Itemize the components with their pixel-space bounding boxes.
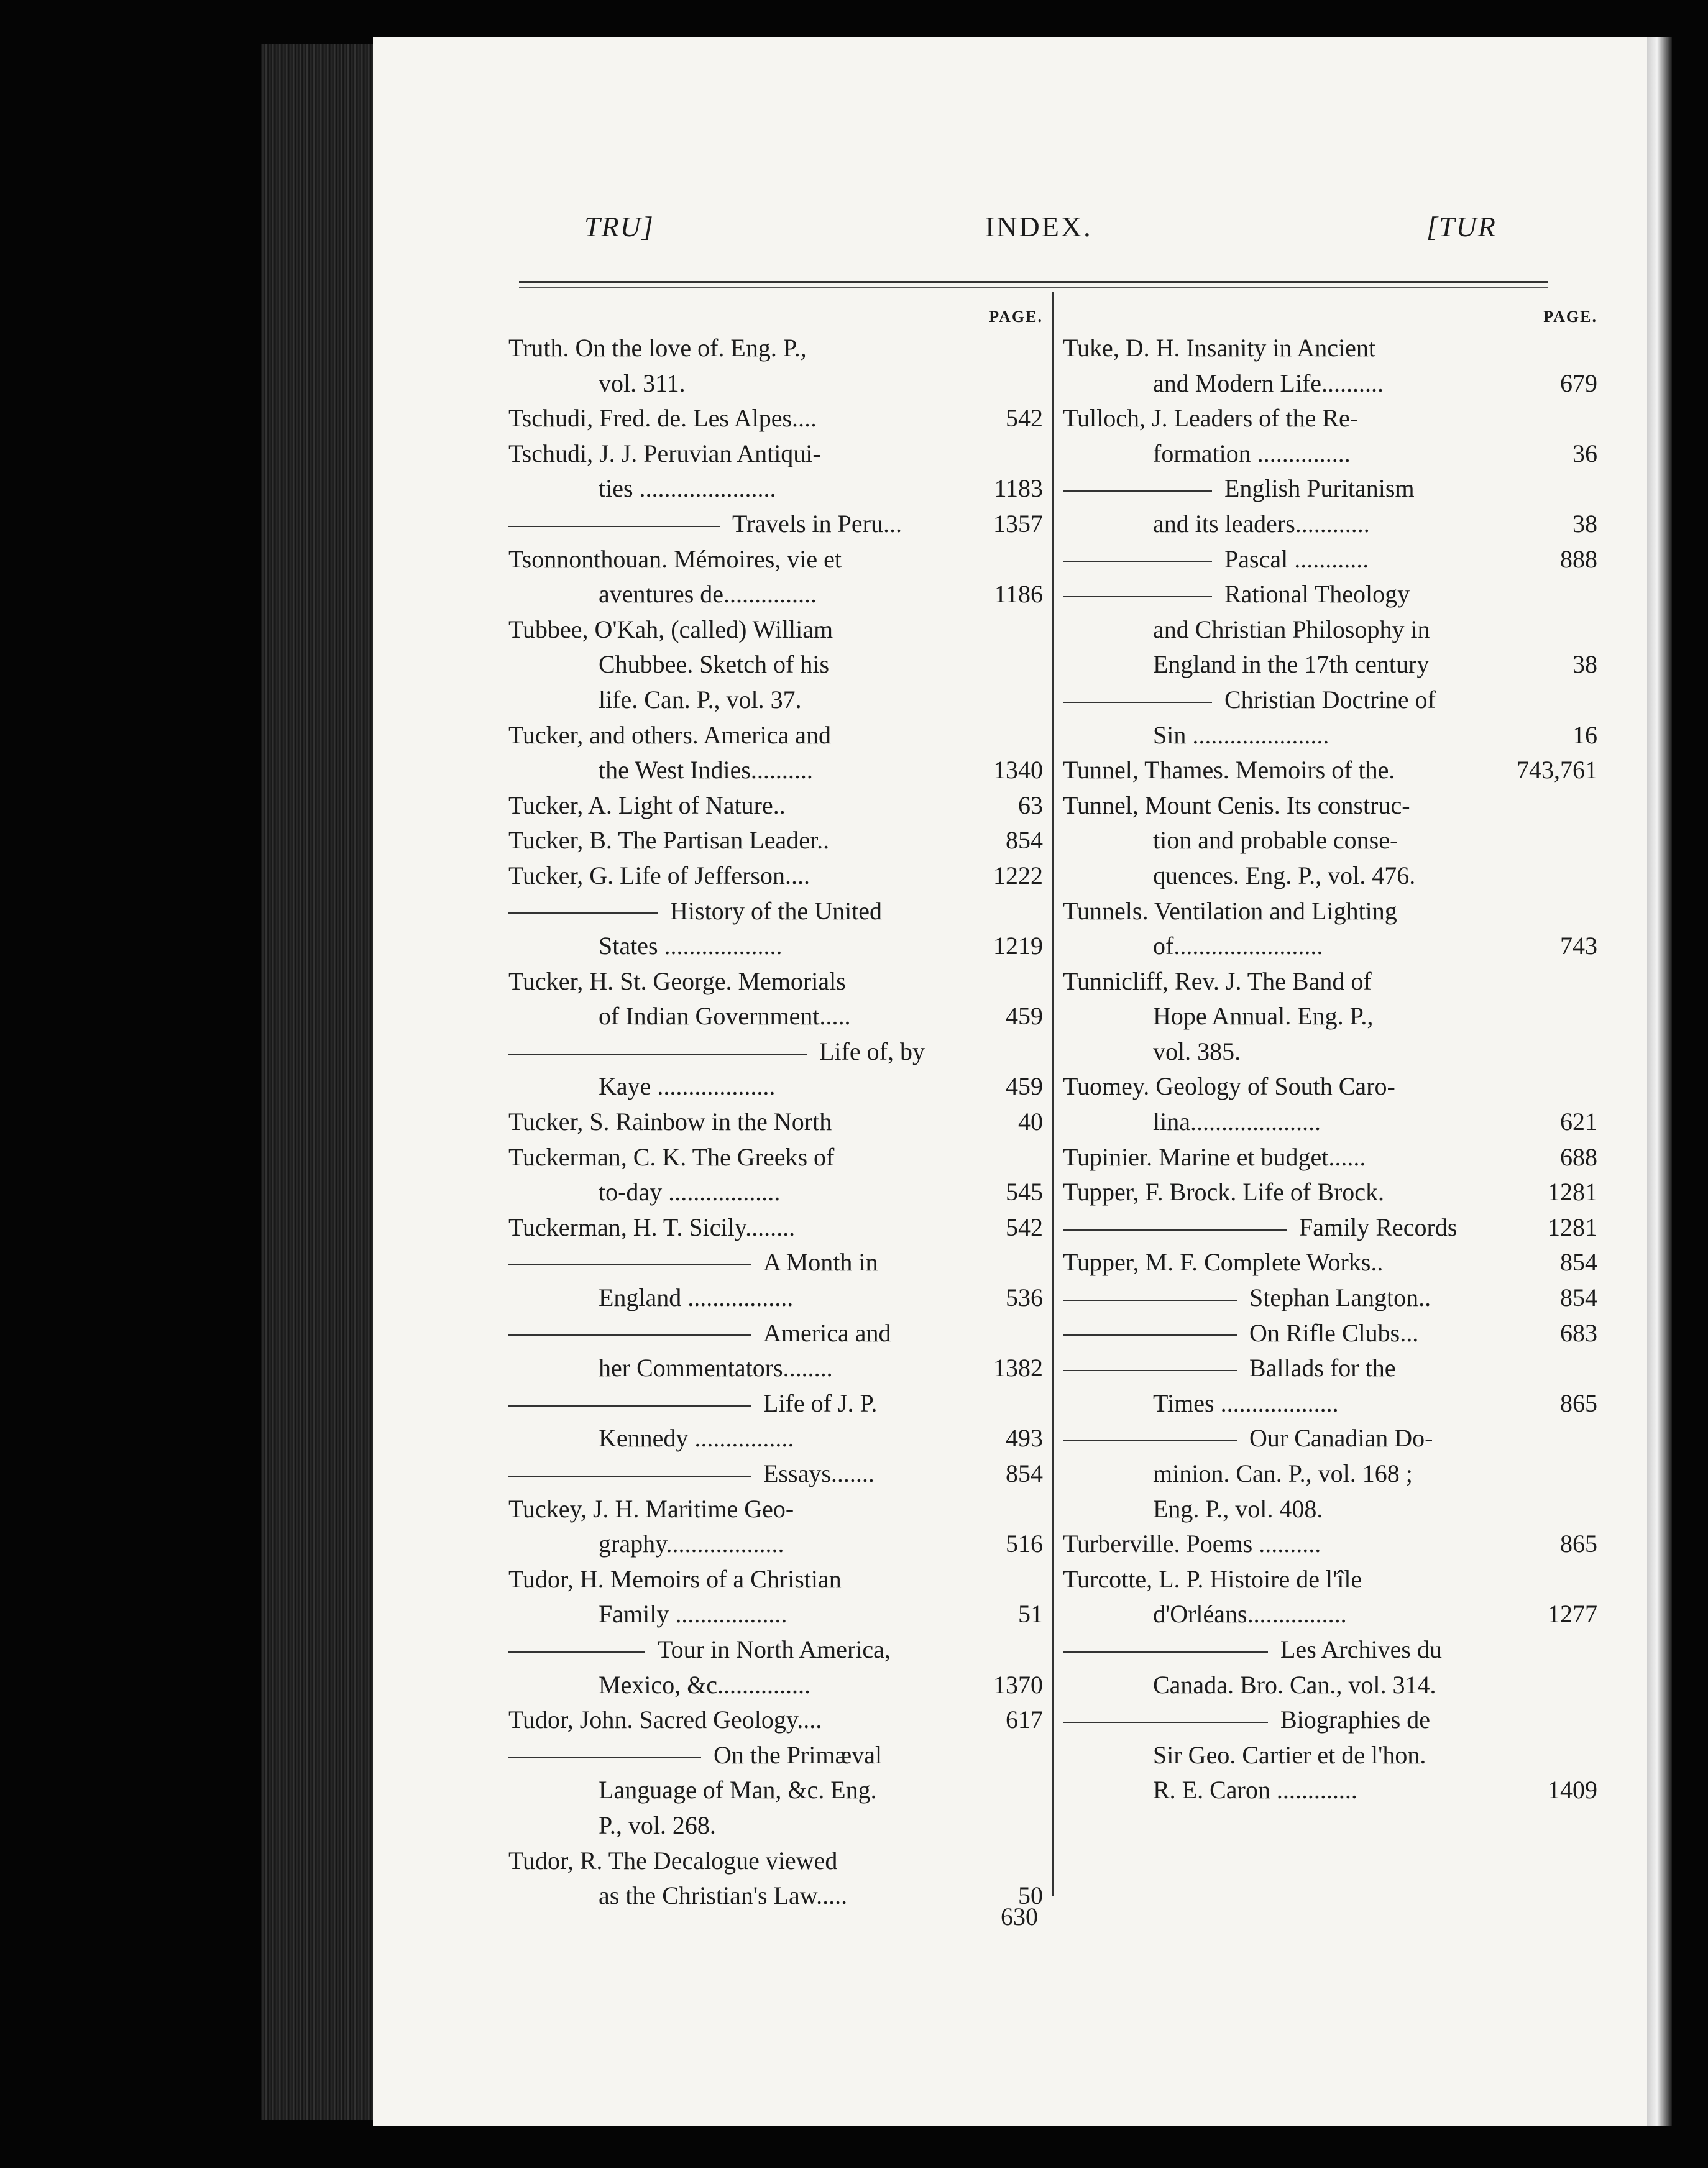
index-entry-line [508,647,1043,682]
entry-text: of........................ [1153,932,1323,960]
entry-text: England ................. [599,1284,794,1312]
entry-page-number: 1357 [993,509,1043,538]
entry-text: her Commentators........ [599,1354,833,1382]
index-entry-line [1063,612,1597,648]
page-edge [1647,37,1672,2126]
entry-page-number: 542 [1006,1213,1043,1241]
index-entry-line [1063,1668,1597,1703]
index-entry-line [1063,1105,1597,1140]
entry-text: and its leaders............ [1153,509,1370,538]
ditto-rule [1063,1370,1237,1371]
entry-text: graphy................... [599,1530,784,1558]
index-entry-line [508,1034,1043,1070]
entry-page-number: 459 [1006,1072,1043,1101]
index-entry-line [1063,1632,1597,1668]
entry-page-number: 688 [1560,1142,1597,1171]
entry-page-number: 854 [1560,1248,1597,1277]
index-entry-line [1063,823,1597,858]
index-entry-line [508,894,1043,929]
entry-text: America and [763,1318,891,1347]
entry-text: Tunnicliff, Rev. J. The Band of [1063,967,1372,995]
entry-page-number: 542 [1006,404,1043,433]
page-number: 630 [1001,1903,1038,1931]
ditto-rule [508,1264,751,1265]
index-entry-line [508,542,1043,577]
entry-page-number: 1219 [993,932,1043,960]
entry-page-number: 1281 [1548,1178,1597,1206]
index-entry-line [1063,331,1597,366]
index-entry-line [1063,366,1597,402]
index-entry-line [508,1632,1043,1668]
entry-text: Life of, by [819,1037,925,1065]
entry-text: Tschudi, J. J. Peruvian Antiqui- [508,439,821,467]
entry-text: Times ................... [1153,1389,1339,1417]
entry-page-number: 459 [1006,1002,1043,1031]
index-entry-line [1063,718,1597,753]
index-entry-line [508,964,1043,999]
entry-page-number: 617 [1006,1706,1043,1734]
ditto-rule [1063,1722,1268,1723]
index-entry-line [1063,1034,1597,1070]
ditto-rule [508,526,720,527]
index-entry-line [1063,1773,1597,1808]
index-entry-line [1063,1738,1597,1773]
entry-text: Turcotte, L. P. Histoire de l'île [1063,1564,1362,1593]
index-entry-line [508,929,1043,964]
ditto-rule [508,1334,751,1336]
index-entry-line [1063,542,1597,577]
book-spine-edge [261,44,373,2120]
index-entry-line [508,1492,1043,1527]
index-entry-line [1063,1245,1597,1280]
entry-text: of Indian Government..... [599,1002,851,1031]
entry-page-number: 40 [1018,1108,1043,1136]
entry-page-number: 854 [1006,1459,1043,1487]
index-entry-line [1063,894,1597,929]
entry-page-number: 1409 [1548,1776,1597,1804]
entry-text: Sin ...................... [1153,720,1329,749]
index-entry-line [1063,1702,1597,1738]
index-entry-line [508,577,1043,612]
index-entry-line [508,401,1043,436]
entry-text: Tudor, R. The Decalogue viewed [508,1846,838,1875]
entry-page-number: 1281 [1548,1213,1597,1241]
ditto-rule [1063,561,1212,562]
page-title: INDEX. [985,211,1093,242]
entry-text: Christian Doctrine of [1224,685,1436,714]
entry-text: Tour in North America, [658,1635,891,1663]
index-entry-line [508,1527,1043,1562]
entry-page-number: 50 [1018,1881,1043,1910]
page-column-label: PAGE. [989,308,1043,326]
index-entry-line [508,858,1043,894]
index-entry-line [1063,471,1597,507]
index-entry-line [508,1456,1043,1492]
entry-text: A Month in [763,1248,878,1277]
entry-text: States ................... [599,932,783,960]
index-entry-line [508,1597,1043,1632]
ditto-rule [508,912,658,914]
entry-text: Stephan Langton.. [1249,1284,1431,1312]
entry-text: Ballads for the [1249,1354,1396,1382]
index-entry-line [1063,1351,1597,1386]
index-entry-line [508,1210,1043,1246]
entry-text: Tschudi, Fred. de. Les Alpes.... [508,404,817,433]
entry-page-number: 1183 [994,474,1043,503]
entry-text: lina..................... [1153,1108,1321,1136]
index-entry-line [1063,436,1597,472]
entry-text: Tubbee, O'Kah, (called) William [508,615,833,643]
entry-text: Tupper, F. Brock. Life of Brock. [1063,1178,1384,1206]
entry-page-number: 888 [1560,544,1597,573]
ditto-rule [508,1054,807,1055]
entry-text: vol. 385. [1153,1037,1241,1065]
index-entry-line [508,1351,1043,1386]
entry-list [508,331,1043,1914]
entry-page-number: 536 [1006,1284,1043,1312]
entry-text: Pascal ............ [1224,544,1369,573]
entry-text: Tunnels. Ventilation and Lighting [1063,896,1397,925]
index-entry-line [1063,1175,1597,1210]
ditto-rule [1063,1229,1287,1231]
entry-text: On the Primæval [714,1740,883,1769]
entry-list [1063,331,1597,1808]
entry-page-number: 1186 [994,580,1043,609]
index-entry-line [508,1105,1043,1140]
entry-page-number: 63 [1018,791,1043,819]
index-entry-line [1063,1421,1597,1456]
entry-text: Travels in Peru... [732,509,902,538]
index-entry-line [1063,647,1597,682]
entry-text: Tucker, A. Light of Nature.. [508,791,786,819]
header-rule [519,281,1548,283]
entry-text: Our Canadian Do- [1249,1424,1433,1453]
entry-text: aventures de............... [599,580,817,609]
index-entry-line [508,1245,1043,1280]
index-entry-line [508,753,1043,788]
index-entry-line [508,1140,1043,1175]
entry-text: Family Records [1299,1213,1458,1241]
index-entry-line [1063,682,1597,718]
entry-text: Tucker, G. Life of Jefferson.... [508,861,810,889]
entry-text: Kaye ................... [599,1072,776,1101]
entry-text: Tucker, B. The Partisan Leader.. [508,826,830,855]
index-entry-line [508,1878,1043,1914]
index-entry-line [508,999,1043,1034]
entry-text: Mexico, &c............... [599,1670,811,1699]
index-entry-line [508,1668,1043,1703]
entry-page-number: 621 [1560,1108,1597,1136]
entry-page-number: 854 [1560,1284,1597,1312]
entry-text: Tuomey. Geology of South Caro- [1063,1072,1395,1101]
index-entry-line [1063,1316,1597,1351]
index-entry-line [1063,1210,1597,1246]
entry-text: as the Christian's Law..... [599,1881,848,1910]
index-entry-line [508,718,1043,753]
entry-text: and Modern Life.......... [1153,369,1384,397]
index-entry-line [1063,929,1597,964]
entry-text: Tunnel, Thames. Memoirs of the. [1063,756,1395,784]
ditto-rule [1063,1334,1237,1336]
index-entry-line [1063,577,1597,612]
entry-text: R. E. Caron ............. [1153,1776,1357,1804]
entry-page-number: 38 [1573,509,1597,538]
index-entry-line [1063,858,1597,894]
entry-page-number: 516 [1006,1530,1043,1558]
entry-text: Sir Geo. Cartier et de l'hon. [1153,1740,1426,1769]
index-column-right [1063,303,1597,1808]
entry-text: P., vol. 268. [599,1811,716,1839]
entry-text: England in the 17th century [1153,650,1430,679]
entry-text: Rational Theology [1224,580,1410,609]
entry-text: ties ...................... [599,474,776,503]
entry-text: Tuckey, J. H. Maritime Geo- [508,1494,794,1523]
index-entry-line [1063,1069,1597,1105]
entry-text: and Christian Philosophy in [1153,615,1430,643]
entry-text: to-day .................. [599,1178,781,1206]
ditto-rule [1063,1651,1268,1653]
entry-page-number: 36 [1573,439,1597,467]
index-entry-line [508,1386,1043,1422]
index-entry-line [1063,1386,1597,1422]
index-entry-line [1063,1597,1597,1632]
entry-text: formation ............... [1153,439,1351,467]
book-page [373,37,1647,2126]
entry-page-number: 1277 [1548,1600,1597,1628]
entry-text: Canada. Bro. Can., vol. 314. [1153,1670,1436,1699]
entry-page-number: 679 [1560,369,1597,397]
index-entry-line [1063,999,1597,1034]
index-entry-line [508,1280,1043,1316]
entry-text: Hope Annual. Eng. P., [1153,1002,1374,1031]
entry-page-number: 51 [1018,1600,1043,1628]
entry-text: Tupinier. Marine et budget...... [1063,1142,1366,1171]
index-entry-line [1063,964,1597,999]
entry-text: Truth. On the love of. Eng. P., [508,334,807,362]
index-entry-line [508,1316,1043,1351]
entry-text: Tulloch, J. Leaders of the Re- [1063,404,1359,433]
entry-text: English Puritanism [1224,474,1415,503]
entry-page-number: 16 [1573,720,1597,749]
entry-text: Family .................. [599,1600,787,1628]
entry-page-number: 854 [1006,826,1043,855]
index-entry-line [508,1844,1043,1879]
entry-text: Life of J. P. [763,1389,878,1417]
index-entry-line [508,1069,1043,1105]
entry-text: life. Can. P., vol. 37. [599,685,802,714]
entry-text: Eng. P., vol. 408. [1153,1494,1323,1523]
index-entry-line [1063,788,1597,824]
entry-text: Biographies de [1280,1706,1431,1734]
ditto-rule [1063,702,1212,703]
entry-text: Tunnel, Mount Cenis. Its construc- [1063,791,1410,819]
ditto-rule [1063,490,1212,492]
index-entry-line [508,1808,1043,1844]
entry-text: History of the United [670,896,883,925]
entry-page-number: 683 [1560,1318,1597,1347]
entry-text: Turberville. Poems .......... [1063,1530,1321,1558]
entry-page-number: 743,761 [1517,756,1597,784]
entry-page-number: 1340 [993,756,1043,784]
entry-text: Tucker, S. Rainbow in the North [508,1108,832,1136]
index-entry-line [1063,1456,1597,1492]
entry-text: Tucker, H. St. George. Memorials [508,967,846,995]
index-entry-line [508,1702,1043,1738]
header-rule-secondary [519,287,1548,288]
entry-page-number: 545 [1006,1178,1043,1206]
index-entry-line [508,471,1043,507]
entry-text: minion. Can. P., vol. 168 ; [1153,1459,1413,1487]
index-column-left [508,303,1043,1914]
index-entry-line [508,823,1043,858]
entry-page-number: 1370 [993,1670,1043,1699]
index-entry-line [508,436,1043,472]
entry-page-number: 1382 [993,1354,1043,1382]
entry-text: Tudor, H. Memoirs of a Christian [508,1564,842,1593]
index-entry-line [1063,753,1597,788]
entry-text: Tsonnonthouan. Mémoires, vie et [508,544,842,573]
index-entry-line [508,1175,1043,1210]
index-entry-line [508,366,1043,402]
entry-page-number: 865 [1560,1389,1597,1417]
ditto-rule [1063,596,1212,597]
entry-text: quences. Eng. P., vol. 476. [1153,861,1416,889]
ditto-rule [508,1757,701,1758]
ditto-rule [1063,1440,1237,1441]
index-entry-line [508,788,1043,824]
column-divider [1052,292,1054,1896]
running-head-left: TRU] [584,211,654,242]
index-entry-line [1063,1527,1597,1562]
entry-text: Tuke, D. H. Insanity in Ancient [1063,334,1375,362]
entry-text: Essays....... [763,1459,875,1487]
page-column-label: PAGE. [1543,308,1597,326]
entry-page-number: 1222 [993,861,1043,889]
index-entry-line [1063,1562,1597,1597]
index-entry-line [508,331,1043,366]
entry-page-number: 743 [1560,932,1597,960]
entry-text: Language of Man, &c. Eng. [599,1776,877,1804]
entry-page-number: 493 [1006,1424,1043,1453]
index-entry-line [508,1738,1043,1773]
index-entry-line [508,1773,1043,1808]
ditto-rule [508,1651,645,1653]
entry-text: Tuckerman, C. K. The Greeks of [508,1142,835,1171]
running-head-right: [TUR [1426,211,1497,242]
index-entry-line [508,1421,1043,1456]
entry-text: the West Indies.......... [599,756,813,784]
entry-page-number: 865 [1560,1530,1597,1558]
entry-page-number: 38 [1573,650,1597,679]
index-entry-line [1063,1280,1597,1316]
index-entry-line [508,682,1043,718]
index-entry-line [1063,1492,1597,1527]
entry-text: On Rifle Clubs... [1249,1318,1419,1347]
ditto-rule [508,1405,751,1407]
entry-text: Chubbee. Sketch of his [599,650,830,679]
entry-text: Kennedy ................ [599,1424,794,1453]
index-entry-line [1063,507,1597,542]
entry-text: Les Archives du [1280,1635,1442,1663]
entry-text: d'Orléans................ [1153,1600,1347,1628]
entry-text: Tudor, John. Sacred Geology.... [508,1706,822,1734]
entry-text: vol. 311. [599,369,686,397]
index-entry-line [508,507,1043,542]
entry-text: Tupper, M. F. Complete Works.. [1063,1248,1384,1277]
ditto-rule [1063,1300,1237,1301]
ditto-rule [508,1476,751,1477]
index-entry-line [1063,1140,1597,1175]
entry-text: Tucker, and others. America and [508,720,832,749]
index-entry-line [508,1562,1043,1597]
index-entry-line [1063,401,1597,436]
index-entry-line [508,612,1043,648]
entry-text: tion and probable conse- [1153,826,1398,855]
entry-text: Tuckerman, H. T. Sicily........ [508,1213,796,1241]
